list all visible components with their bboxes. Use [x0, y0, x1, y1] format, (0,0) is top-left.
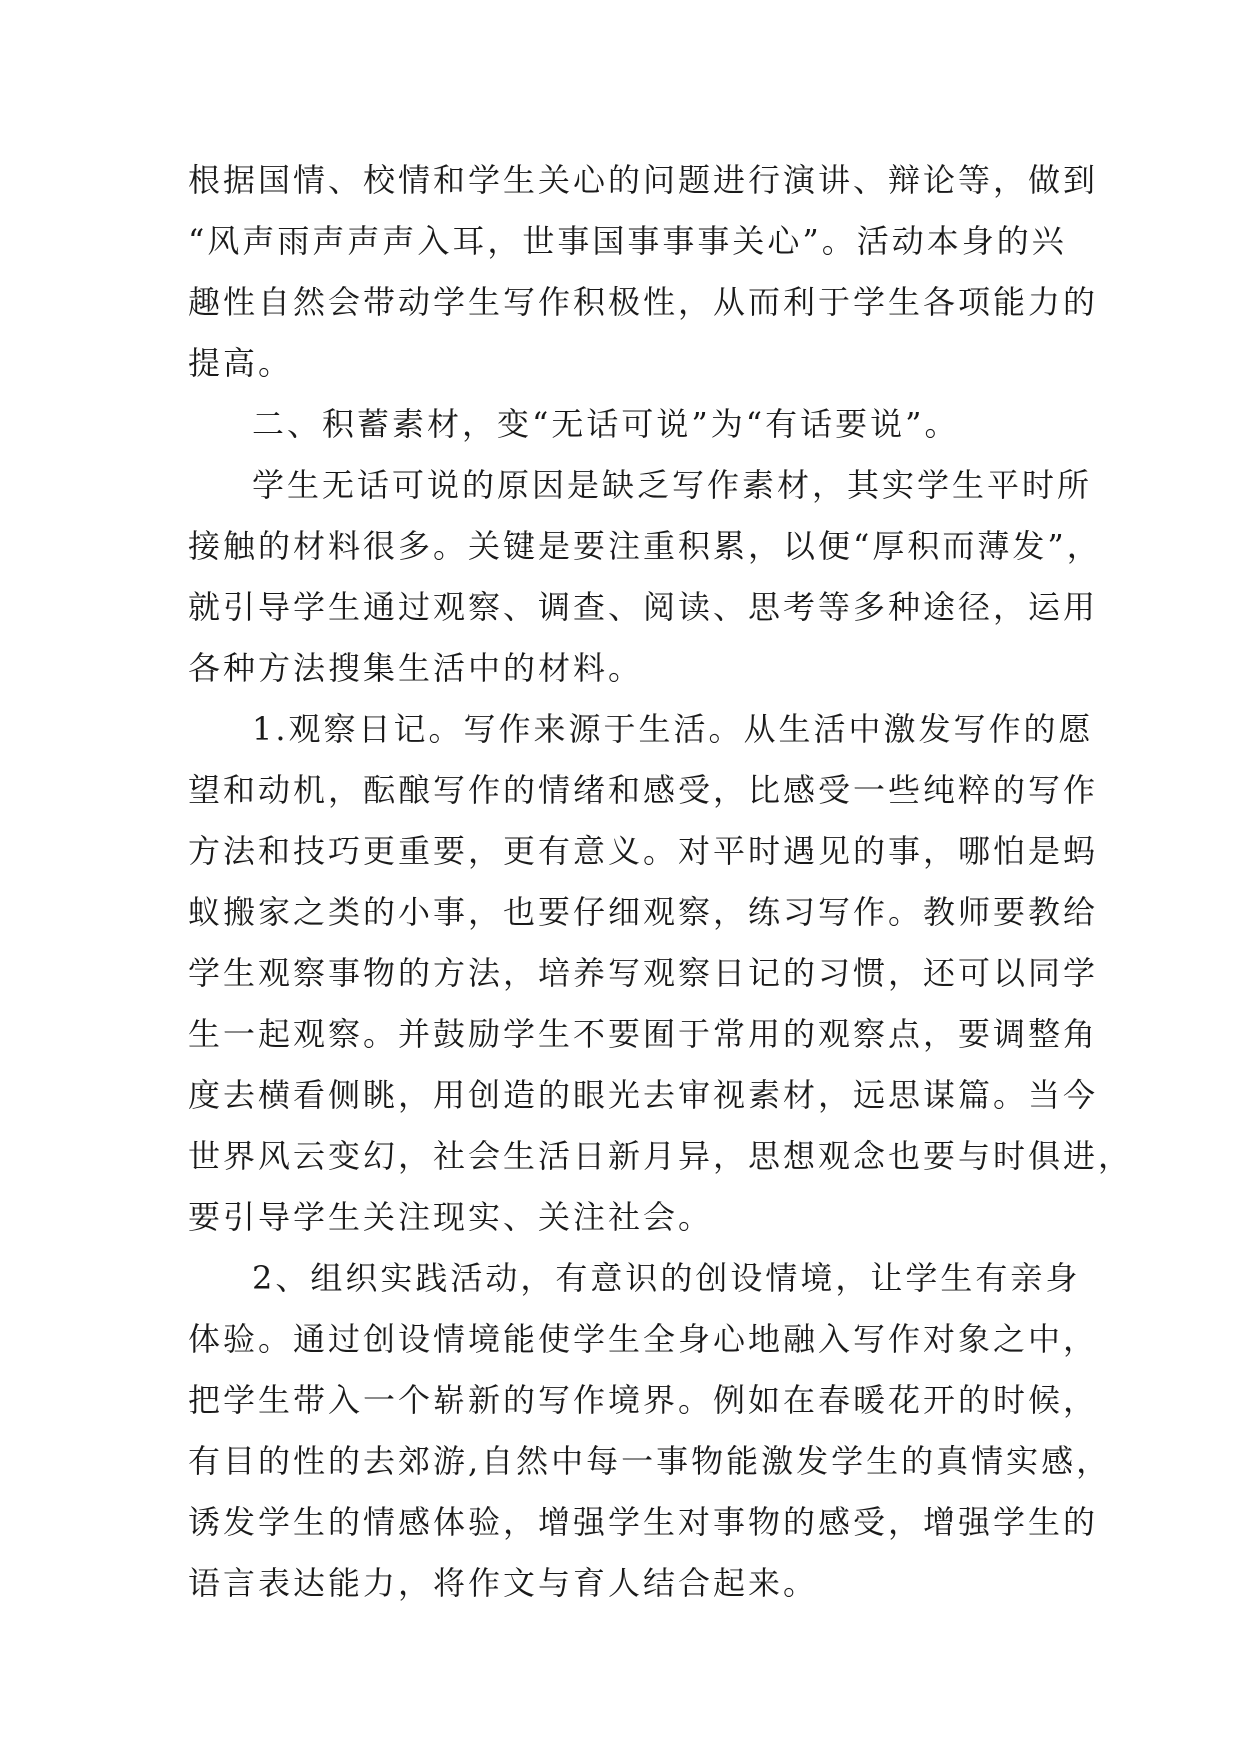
text-line: 蚁搬家之类的小事，也要仔细观察，练习写作。教师要教给 — [188, 893, 1099, 931]
text-line: 1.观察日记。写作来源于生活。从生活中激发写作的愿 — [252, 710, 1094, 748]
text-line: 望和动机，酝酿写作的情绪和感受，比感受一些纯粹的写作 — [188, 771, 1099, 809]
text-line: 要引导学生关注现实、关注社会。 — [188, 1198, 714, 1236]
text-line: “风声雨声声声入耳，世事国事事事关心”。活动本身的兴 — [188, 222, 1067, 260]
text-line: 根据国情、校情和学生关心的问题进行演讲、辩论等，做到 — [188, 161, 1099, 199]
text-line: 度去横看侧眺，用创造的眼光去审视素材，远思谋篇。当今 — [188, 1076, 1099, 1114]
text-line: 学生观察事物的方法，培养写观察日记的习惯，还可以同学 — [188, 954, 1099, 992]
text-line: 生一起观察。并鼓励学生不要囿于常用的观察点，要调整角 — [188, 1015, 1099, 1053]
text-line: 体验。通过创设情境能使学生全身心地融入写作对象之中， — [188, 1320, 1099, 1358]
text-line: 就引导学生通过观察、调查、阅读、思考等多种途径，运用 — [188, 588, 1099, 626]
text-line: 学生无话可说的原因是缺乏写作素材，其实学生平时所 — [252, 466, 1093, 504]
text-line: 方法和技巧更重要，更有意义。对平时遇见的事，哪怕是蚂 — [188, 832, 1099, 870]
text-line: 2、组织实践活动，有意识的创设情境，让学生有亲身 — [252, 1259, 1081, 1297]
text-line: 接触的材料很多。关键是要注重积累，以便“厚积而薄发”， — [188, 527, 1102, 565]
document-body — [188, 150, 1134, 1614]
section-heading: 二、积蓄素材，变“无话可说”为“有话要说”。 — [252, 405, 960, 443]
text-line: 有目的性的去郊游,自然中每一事物能激发学生的真情实感， — [188, 1442, 1112, 1480]
text-line: 语言表达能力，将作文与育人结合起来。 — [188, 1564, 819, 1602]
text-line: 提高。 — [188, 344, 294, 382]
text-line: 诱发学生的情感体验，增强学生对事物的感受，增强学生的 — [188, 1503, 1099, 1541]
text-line: 世界风云变幻，社会生活日新月异，思想观念也要与时俱进， — [188, 1137, 1134, 1175]
text-line: 各种方法搜集生活中的材料。 — [188, 649, 644, 687]
text-line: 把学生带入一个崭新的写作境界。例如在春暖花开的时候， — [188, 1381, 1099, 1419]
text-line: 趣性自然会带动学生写作积极性，从而利于学生各项能力的 — [188, 283, 1099, 321]
